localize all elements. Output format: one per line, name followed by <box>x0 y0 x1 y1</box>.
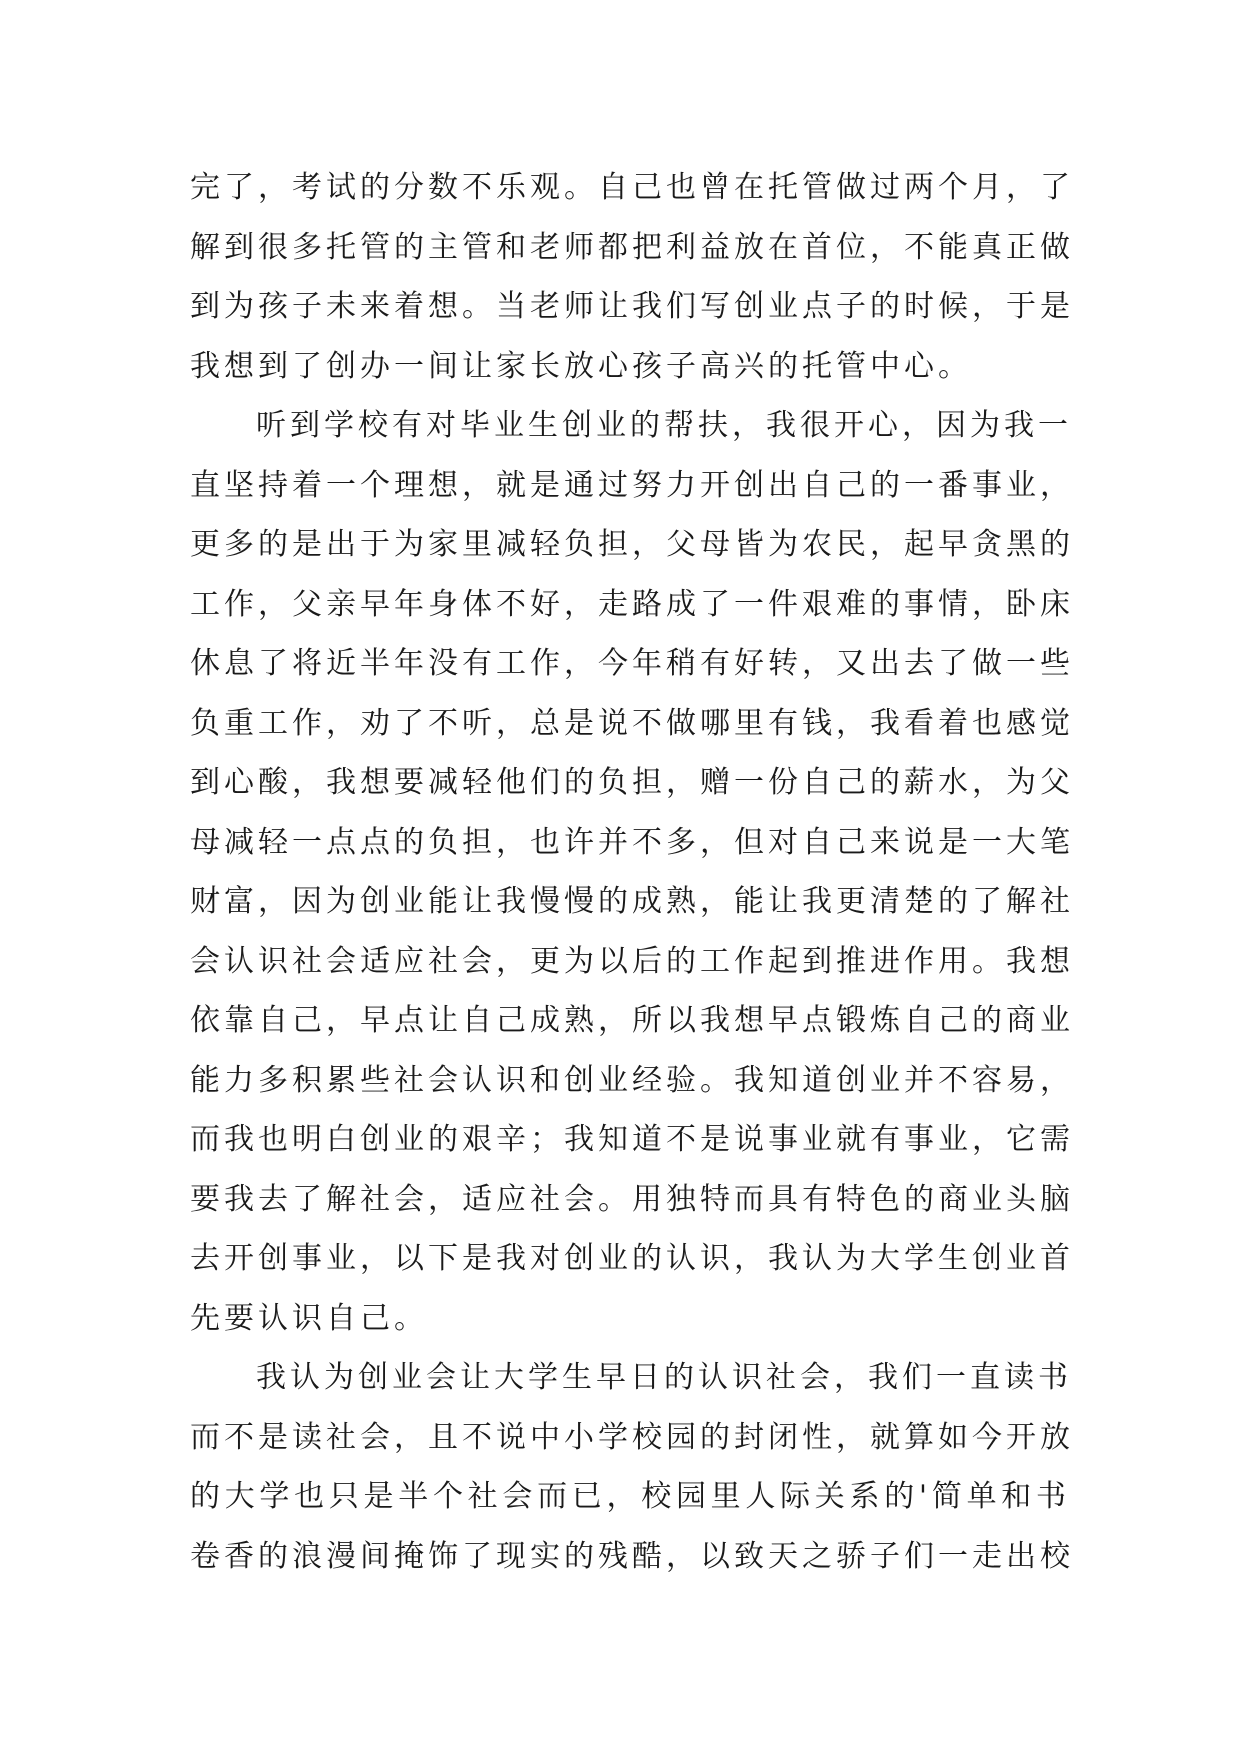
text-line: 我想到了创办一间让家长放心孩子高兴的托管中心。 <box>190 348 972 384</box>
text-line: 而不是读社会，且不说中小学校园的封闭性，就算如今开放 <box>190 1419 1074 1455</box>
text-line: 完了，考试的分数不乐观。自己也曾在托管做过两个月，了 <box>190 170 1074 205</box>
text-line: 会认识社会适应社会，更为以后的工作起到推进作用。我想 <box>190 943 1074 979</box>
text-line: 我认为创业会让大学生早日的认识社会，我们一直读书 <box>256 1360 1072 1395</box>
text-line: 到为孩子未来着想。当老师让我们写创业点子的时候，于是 <box>190 289 1074 324</box>
text-line: 母减轻一点点的负担，也许并不多，但对自己来说是一大笔 <box>190 824 1074 860</box>
text-line: 去开创事业，以下是我对创业的认识，我认为大学生创业首 <box>190 1241 1074 1276</box>
text-line: 先要认识自己。 <box>190 1300 428 1336</box>
text-line: 负重工作，劝了不听，总是说不做哪里有钱，我看着也感觉 <box>190 705 1074 741</box>
text-line: 休息了将近半年没有工作，今年稍有好转，又出去了做一些 <box>190 646 1074 681</box>
text-line: 能力多积累些社会认识和创业经验。我知道创业并不容易， <box>190 1062 1074 1098</box>
text-line: 工作，父亲早年身体不好，走路成了一件艰难的事情，卧床 <box>190 586 1074 622</box>
text-line: 而我也明白创业的艰辛；我知道不是说事业就有事业，它需 <box>190 1122 1074 1157</box>
text-line: 依靠自己，早点让自己成熟，所以我想早点锻炼自己的商业 <box>190 1003 1074 1038</box>
text-line: 解到很多托管的主管和老师都把利益放在首位，不能真正做 <box>190 229 1074 265</box>
text-line: 更多的是出于为家里减轻负担，父母皆为农民，起早贪黑的 <box>190 527 1074 562</box>
text-line: 卷香的浪漫间掩饰了现实的残酷，以致天之骄子们一走出校 <box>190 1538 1074 1574</box>
text-line: 直坚持着一个理想，就是通过努力开创出自己的一番事业， <box>190 467 1074 503</box>
text-line: 要我去了解社会，适应社会。用独特而具有特色的商业头脑 <box>190 1181 1074 1217</box>
text-line: 听到学校有对毕业生创业的帮扶，我很开心，因为我一 <box>256 408 1072 443</box>
text-line: 的大学也只是半个社会而已，校园里人际关系的'简单和书 <box>190 1479 1070 1514</box>
document-body <box>190 158 1074 1586</box>
text-line: 财富，因为创业能让我慢慢的成熟，能让我更清楚的了解社 <box>190 884 1074 919</box>
text-line: 到心酸，我想要减轻他们的负担，赠一份自己的薪水，为父 <box>190 765 1074 800</box>
